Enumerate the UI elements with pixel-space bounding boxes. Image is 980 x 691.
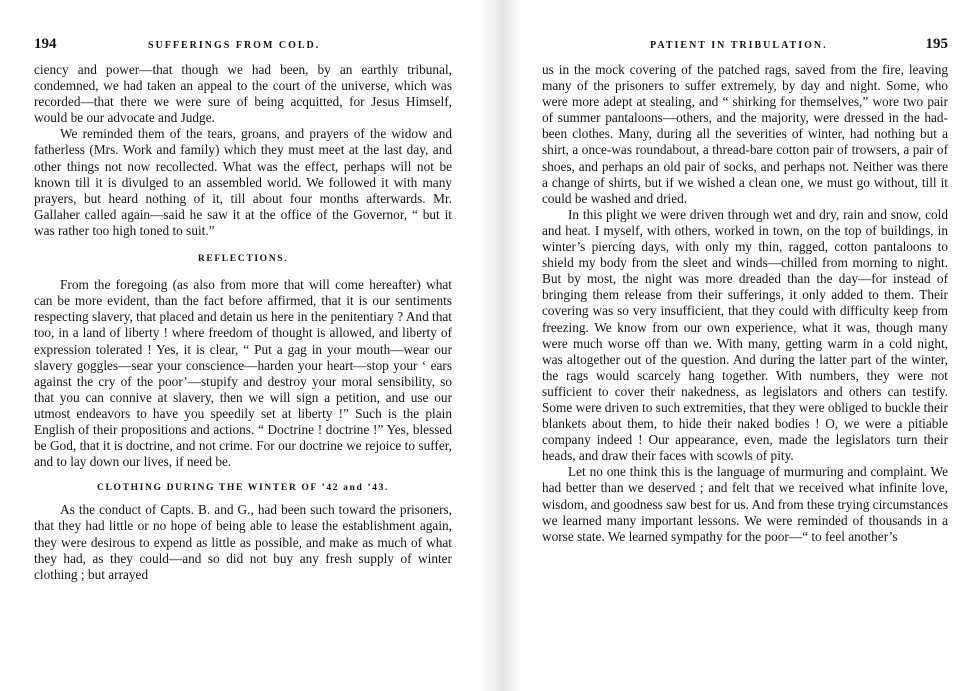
paragraph: In this plight we were driven through wet and dry, rain and snow, cold and heat. I myself, with others, worked in town, on the top of buildings, in winter’s piercing days, with only my thin, ragged, cotton pantaloons to shield my body from the sleet and winds—chilled from morning to night. But by most, the night was more dreaded than the day—for instead of bringing them release from their sufferings, it only added to them. Their covering was so very insufficient, that they could with difficulty keep from freezing. We know from our own experience, what it was, though many were much worse off than we. With many, getting warm in a cold night, was altogether out of the question. And during the latter part of the winter, the rags would scarcely hang together. With numbers, they were not sufficient to cover their nakedness, as legislators and others can testify. Some were driven to such extremities, that they were obliged to buckle their blankets about them, to hide their naked bodies ! O, we were a pitiable company indeed ! Our appearance, even, made the legislators turn their heads, and draw their faces with scowls of pity. xyxy=(542,206,948,464)
running-head-right xyxy=(542,38,948,58)
paragraph: As the conduct of Capts. B. and G., had been such toward the prisoners, that they had little or no hope of being able to lease the establishment again, they were desirous to expend as little as possible, and make as much of what they had, as they could—and so did not buy any fresh supply of winter clothing ; but arrayed xyxy=(34,502,452,582)
running-head-left xyxy=(34,38,452,58)
running-head-title-right: PATIENT IN TRIBULATION. xyxy=(650,40,828,51)
page-number-right: 195 xyxy=(925,36,948,52)
paragraph: us in the mock covering of the patched rags, saved from the fire, leaving many of the prisoners to suffer extremely, by day and night. Some, who were more adept at stealing, and “ shirking for themselves,” wore two pair of summer pantaloons—others, and the majority, were dressed in the had-been clothes. Many, during all the severities of winter, had nothing but a shirt, a once-was roundabout, a thread-bare cotton pair of trowsers, a pair of shoes, and perhaps an old pair of socks, and perhaps not. Neither was there a change of shirts, but if we wished a clean one, we must go without, till it could be washed and dried. xyxy=(542,62,948,206)
paragraph: We reminded them of the tears, groans, and prayers of the widow and fatherless (Mrs. Work and family) which they must meet at the last day, and other things not now recollected. What was the effect, perhaps will not be known till it is divulged to an assembled world. We followed it with many prayers, but heard nothing of it, till about four months afterwards. Mr. Gallaher called again—said he saw it at the office of the Governor, “ but it was rather too high toned to suit.” xyxy=(34,126,452,238)
paragraph: Let no one think this is the language of murmuring and complaint. We had better than we deserved ; and felt that we received what infinite love, wisdom, and goodness saw best for us. And from these trying circumstances we learned many important lessons. We were reminded of thousands in a worse state. We learned sympathy for the poor—“ to feel another’s xyxy=(542,464,948,544)
book-gutter xyxy=(478,0,522,691)
left-page xyxy=(34,0,452,691)
paragraph: From the foregoing (as also from more that will come hereafter) what can be more evident, than the fact before affirmed, that it is our sentiments respecting slavery, that placed and detain us here in the penitentiary ? And that too, in a land of liberty ! where freedom of thought is allowed, and liberty of expression tolerated ! Yes, it is clear, “ Put a gag in your mouth—wear our slavery goggles—sear your conscience—harden your heart—stop your ‘ ears against the cry of the poor’—stupify and destroy your moral sensibility, so that you can connive at slavery, then we will sign a petition, and use our utmost endeavors to have you speedily set at liberty !” Such is the plain English of their propositions and actions. “ Doctrine ! doctrine !” Yes, blessed be God, that it is doctrine, and not crime. For our doctrine we rejoice to suffer, and to lay down our lives, if need be. xyxy=(34,277,452,470)
right-page xyxy=(542,0,948,691)
left-body xyxy=(34,62,452,583)
paragraph: ciency and power—that though we had been, by an earthly tribunal, condemned, we had taken an appeal to the court of the universe, which was recorded—that there we were sure of being acquitted, for Jesus Himself, would be our advocate and Judge. xyxy=(34,62,452,126)
right-body xyxy=(542,62,948,545)
running-head-title-left: SUFFERINGS FROM COLD. xyxy=(148,40,321,51)
reflections-heading: REFLECTIONS. xyxy=(197,253,289,265)
page-number-left: 194 xyxy=(34,36,57,52)
clothing-heading: CLOTHING DURING THE WINTER OF ’42 and ’43. xyxy=(97,482,389,494)
